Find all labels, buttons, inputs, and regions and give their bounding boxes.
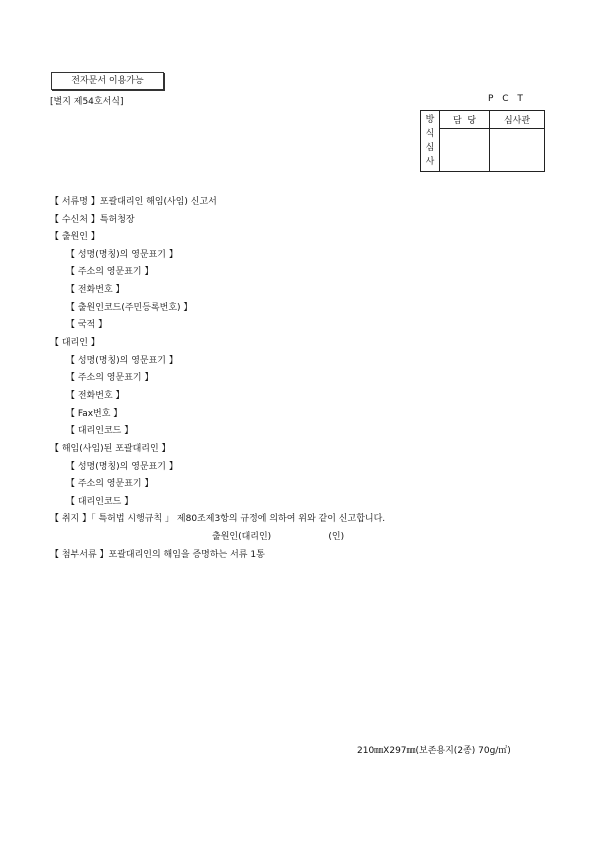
field-applicant-code: 【 출원인코드(주민등록번호) 】 [66, 303, 193, 313]
field-agent-code: 【 대리인코드 】 [66, 426, 134, 436]
field-applicant-phone: 【 전화번호 】 [66, 285, 125, 295]
field-signer: 출원인(대리인) (인) [212, 532, 345, 542]
field-applicant-name: 【 성명(명칭)의 영문표기 】 [66, 250, 178, 260]
approval-examiner-stamp [490, 129, 545, 172]
paper-spec-footer: 210㎜X297㎜(보존용지(2종) 70g/㎡) [357, 746, 511, 756]
electronic-document-badge: 전자문서 이용가능 [51, 72, 164, 90]
field-applicant: 【 출원인 】 [50, 232, 100, 242]
approval-table [420, 110, 545, 172]
field-applicant-nationality: 【 국적 】 [66, 320, 108, 330]
field-purpose: 【 취지 】「 특허법 시행규칙 」 제80조제3항의 규정에 의하여 위와 같이 신고합니다. [50, 514, 386, 524]
field-document-name: 【 서류명 】포괄대리인 해임(사임) 신고서 [50, 197, 217, 207]
field-agent-phone: 【 전화번호 】 [66, 391, 125, 401]
field-agent: 【 대리인 】 [50, 338, 100, 348]
field-dismissed-name: 【 성명(명칭)의 영문표기 】 [66, 462, 178, 472]
field-dismissed-code: 【 대리인코드 】 [66, 497, 134, 507]
approval-header-officer: 담 당 [440, 111, 490, 129]
pct-label: P C T [488, 94, 526, 104]
field-agent-fax: 【 Fax번호 】 [66, 409, 123, 419]
field-dismissed-agent: 【 해임(사임)된 포괄대리인 】 [50, 444, 171, 454]
approval-side-text: 방 식 심 사 [425, 115, 435, 167]
approval-header-examiner: 심사관 [490, 111, 545, 129]
form-number: [별지 제54호서식] [50, 97, 124, 107]
field-recipient: 【 수신처 】특허청장 [50, 215, 135, 225]
approval-officer-stamp [440, 129, 490, 172]
field-applicant-address: 【 주소의 영문표기 】 [66, 267, 154, 277]
field-agent-address: 【 주소의 영문표기 】 [66, 373, 154, 383]
field-agent-name: 【 성명(명칭)의 영문표기 】 [66, 356, 178, 366]
field-dismissed-address: 【 주소의 영문표기 】 [66, 479, 154, 489]
field-attachments: 【 첨부서류 】포괄대리인의 해임을 증명하는 서류 1통 [50, 550, 265, 560]
approval-side-label [421, 111, 440, 172]
